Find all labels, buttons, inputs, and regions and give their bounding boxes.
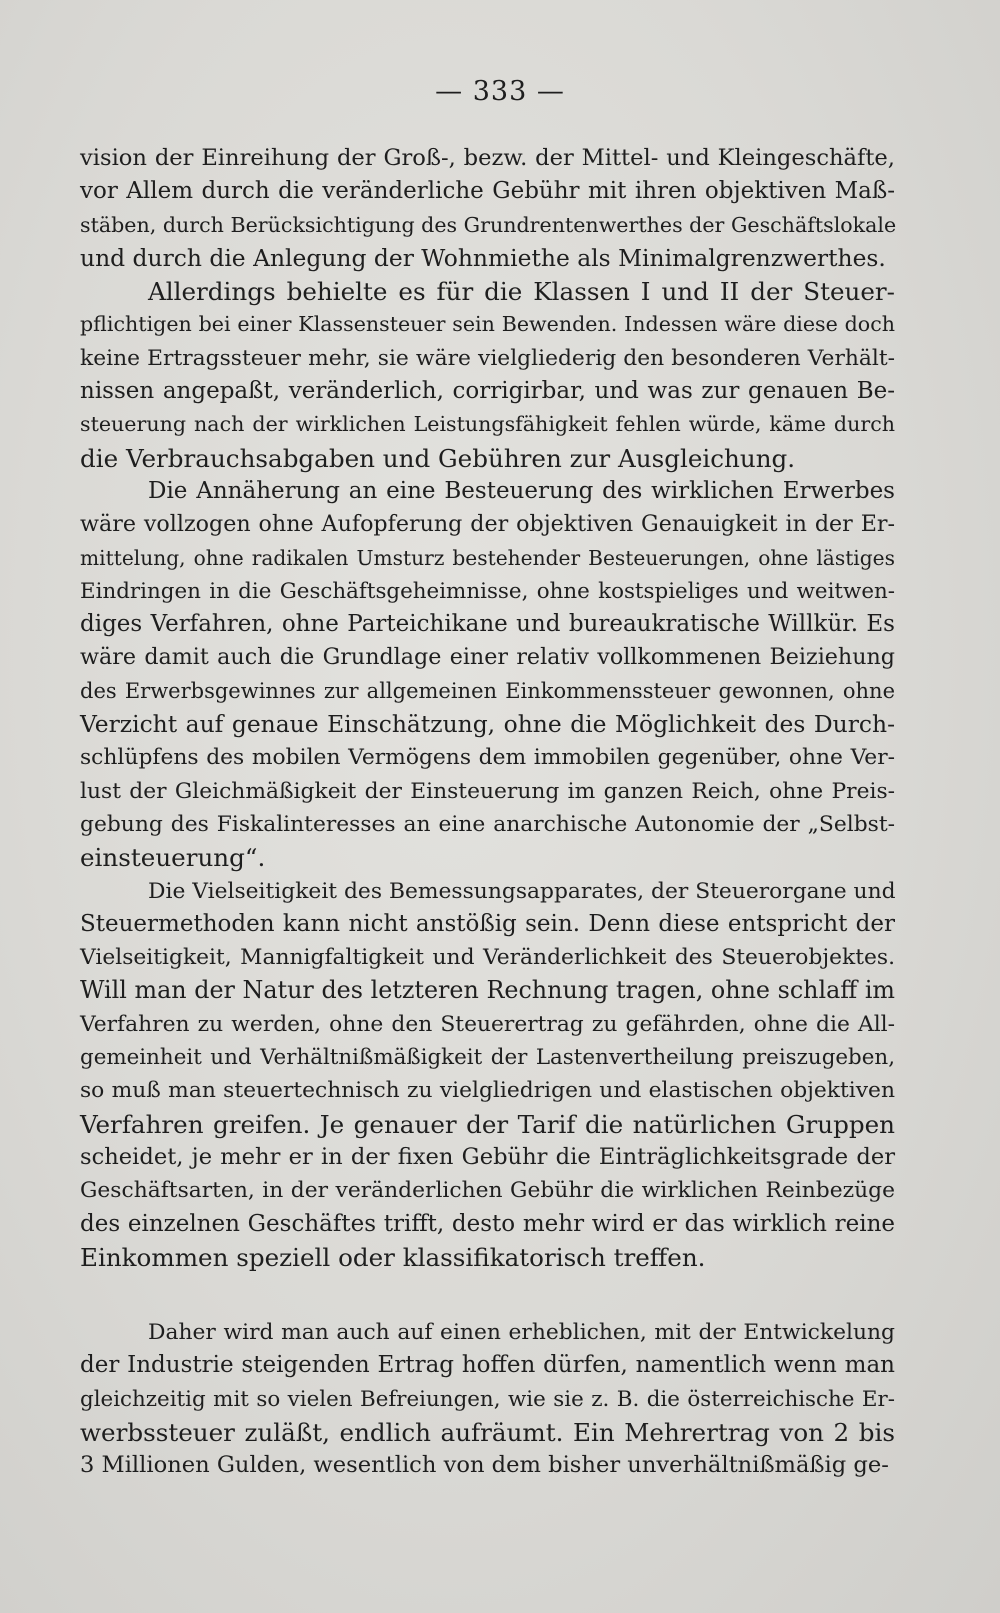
text-line: 3 Millionen Gulden, wesentlich von dem bisher unverhältnißmäßig ge- <box>80 1452 889 1479</box>
text-line: die Verbrauchsabgaben und Gebühren zur Ausgleichung. <box>80 443 796 473</box>
text-line: des einzelnen Geschäftes trifft, desto mehr wird er das wirklich reine <box>80 1210 895 1237</box>
text-line: wäre damit auch die Grundlage einer relativ vollkommenen Beiziehung <box>80 644 895 671</box>
text-line: Verfahren zu werden, ohne den Steuerertrag zu gefährden, ohne die All- <box>80 1011 895 1037</box>
text-line: mittelung, ohne radikalen Umsturz bestehender Besteuerungen, ohne lästiges <box>80 545 895 570</box>
text-line: gebung des Fiskalinteresses an eine anarchische Autonomie der „Selbst- <box>80 811 895 837</box>
text-line: Eindringen in die Geschäftsgeheimnisse, ohne kostspieliges und weitwen- <box>80 578 895 604</box>
text-line: vor Allem durch die veränderliche Gebühr mit ihren objektiven Maß- <box>80 178 895 205</box>
text-line: der Industrie steigenden Ertrag hoffen dürfen, namentlich wenn man <box>80 1352 895 1379</box>
text-line: Einkommen speziell oder klassifikatorisch treffen. <box>80 1242 706 1272</box>
text-line: Allerdings behielte es für die Klassen I und II der Steuer- <box>148 277 895 307</box>
text-line: Steuermethoden kann nicht anstößig sein. Denn diese entspricht der <box>80 910 895 937</box>
body-text <box>80 142 895 1483</box>
text-line: einsteuerung“. <box>80 843 266 873</box>
text-line: so muß man steuertechnisch zu vielgliedrigen und elastischen objektiven <box>80 1078 895 1104</box>
text-line: stäben, durch Berücksichtigung des Grundrentenwerthes der Geschäftslokale <box>80 212 897 237</box>
text-line: nissen angepaßt, veränderlich, corrigirbar, und was zur genauen Be- <box>80 378 895 405</box>
page-number: — 333 — <box>435 76 565 107</box>
text-line: Die Annäherung an eine Besteuerung des wirklichen Erwerbes <box>148 477 895 504</box>
text-line: Verfahren greifen. Je genauer der Tarif die natürlichen Gruppen <box>80 1109 895 1139</box>
text-line: vision der Einreihung der Groß-, bezw. der Mittel- und Kleingeschäfte, <box>80 145 895 171</box>
paragraph-gap <box>80 1274 895 1316</box>
text-line: Verzicht auf genaue Einschätzung, ohne die Möglichkeit des Durch- <box>80 710 895 739</box>
text-line: diges Verfahren, ohne Parteichikane und bureaukratische Willkür. Es <box>80 611 895 638</box>
paragraph <box>80 275 895 475</box>
text-line: des Erwerbsgewinnes zur allgemeinen Einkommenssteuer gewonnen, ohne <box>80 678 895 703</box>
text-line: keine Ertragssteuer mehr, sie wäre vielgliederig den besonderen Verhält- <box>80 345 895 371</box>
text-line: pflichtigen bei einer Klassensteuer sein Bewenden. Indessen wäre diese doch <box>80 312 895 337</box>
text-line: werbssteuer zuläßt, endlich aufräumt. Ein Mehrertrag von 2 bis <box>80 1417 895 1447</box>
text-line: Will man der Natur des letzteren Rechnung tragen, ohne schlaff im <box>80 976 895 1005</box>
text-line: scheidet, je mehr er in der fixen Gebühr die Einträglichkeitsgrade der <box>80 1143 895 1170</box>
text-line: und durch die Anlegung der Wohnmiethe als Minimalgrenzwerthes. <box>80 243 886 272</box>
text-line: Geschäftsarten, in der veränderlichen Gebühr die wirklichen Reinbezüge <box>80 1178 895 1204</box>
paragraph <box>80 875 895 1275</box>
text-line: schlüpfens des mobilen Vermögens dem immobilen gegenüber, ohne Ver- <box>80 745 895 771</box>
paragraph <box>80 475 895 875</box>
text-line: steuerung nach der wirklichen Leistungsfähigkeit fehlen würde, käme durch <box>80 412 895 437</box>
text-line: Daher wird man auch auf einen erheblichen, mit der Entwickelung <box>148 1320 895 1346</box>
text-line: wäre vollzogen ohne Aufopferung der objektiven Genauigkeit in der Er- <box>80 511 895 538</box>
paragraph <box>80 1316 895 1482</box>
text-line: lust der Gleichmäßigkeit der Einsteuerung im ganzen Reich, ohne Preis- <box>80 778 895 804</box>
text-line: Die Vielseitigkeit des Bemessungsapparates, der Steuerorgane und <box>148 878 896 904</box>
paragraph <box>80 142 895 275</box>
text-line: Vielseitigkeit, Mannigfaltigkeit und Veränderlichkeit des Steuerobjektes. <box>80 945 895 971</box>
text-line: gleichzeitig mit so vielen Befreiungen, wie sie z. B. die österreichische Er- <box>80 1386 895 1412</box>
text-line: gemeinheit und Verhältnißmäßigkeit der Lastenvertheilung preiszugeben, <box>80 1045 895 1071</box>
